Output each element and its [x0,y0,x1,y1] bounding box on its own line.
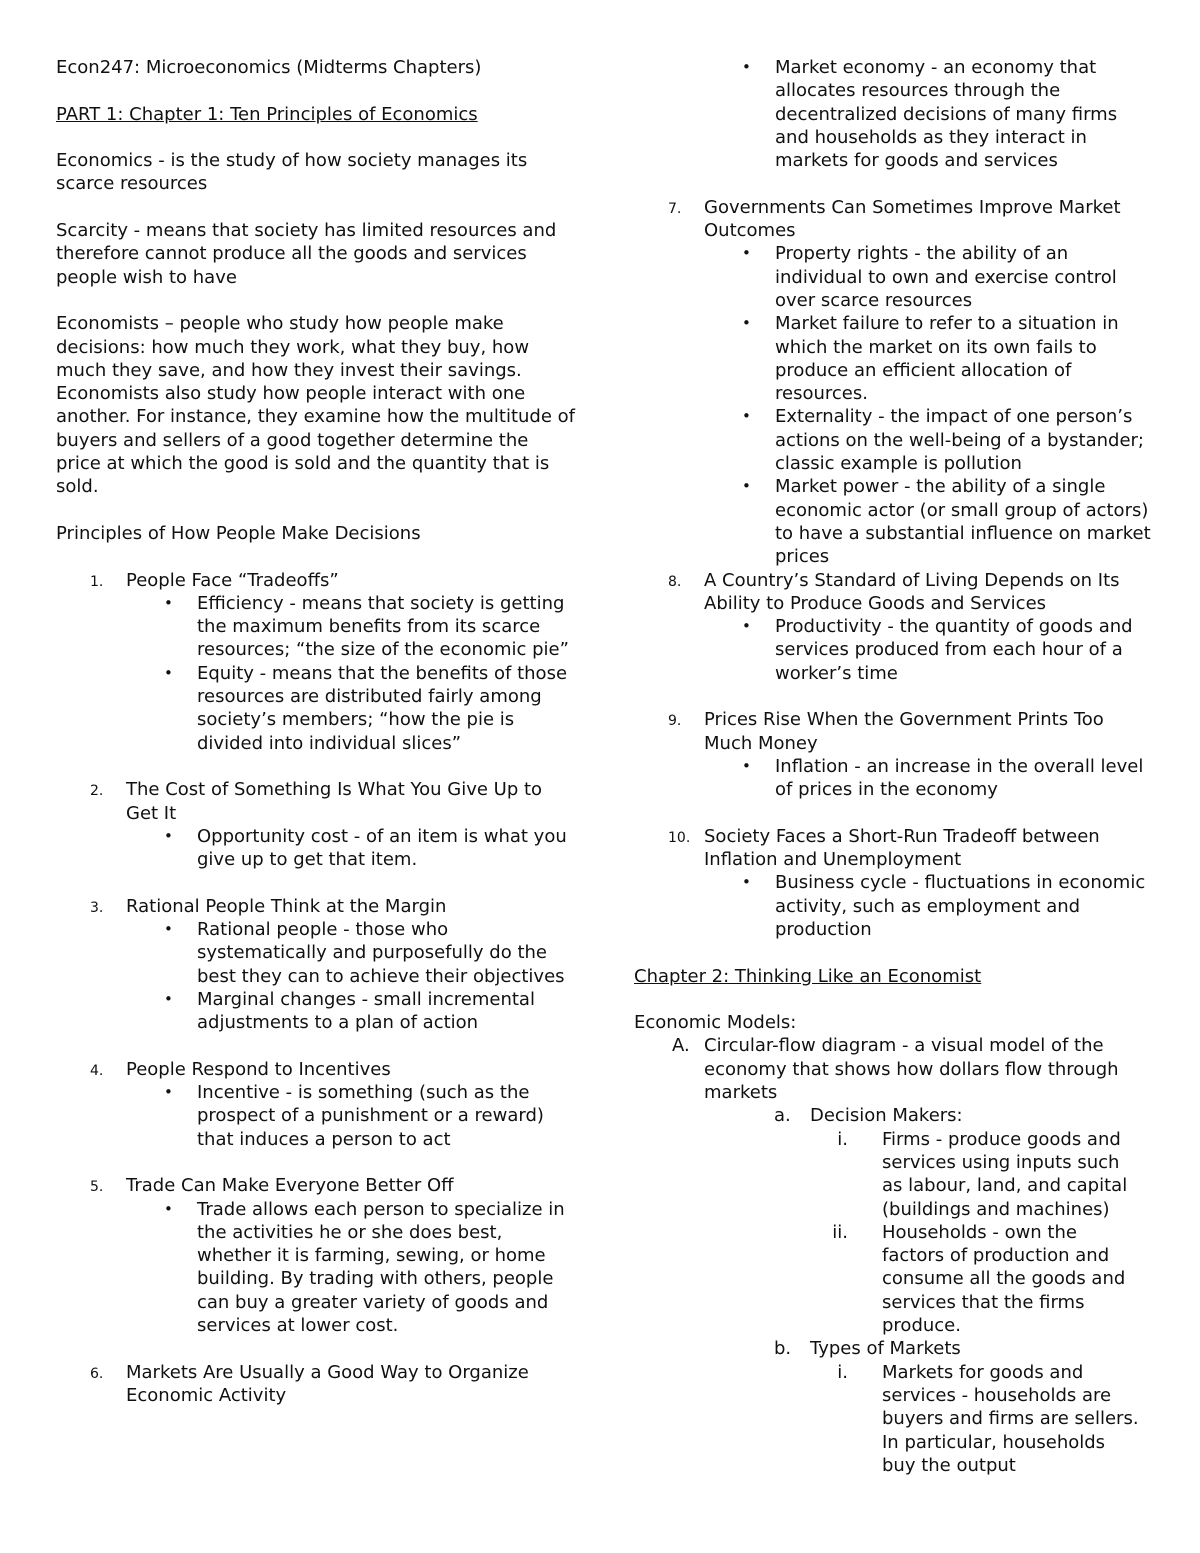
principle-item [56,1058,576,1151]
bullet-item [634,56,1154,172]
economic-models-heading: Economic Models: [634,1012,797,1034]
bullet-item [56,1081,576,1151]
principle-title: A Country’s Standard of Living Depends on Its Ability to Produce Goods and Services [704,569,1120,614]
decision-makers-marker: a. [774,1105,791,1127]
bullet-text: Inflation - an increase in the overall level of prices in the economy [775,755,1144,801]
principle-number: 2. [90,783,104,800]
bullet-text: Market power - the ability of a single economic actor (or small group of actors) to have a substantial influence on market prices [775,476,1151,568]
principle-number: 9. [668,713,682,730]
principles-list-right [634,56,1154,941]
part1-heading: PART 1: Chapter 1: Ten Principles of Economics [56,103,478,125]
principle-title: Markets Are Usually a Good Way to Organize Economic Activity [126,1361,529,1406]
principle-title: Rational People Think at the Margin [126,895,447,917]
bullet-marker: • [164,1199,173,1218]
principle-item [634,825,1154,941]
bullet-marker: • [164,1083,173,1102]
model-item [634,1034,1154,1104]
roman-item [634,1361,1142,1477]
bullet-item [56,1198,576,1338]
principle-item [634,196,1154,569]
principle-number: 3. [90,899,104,916]
principle-item [56,778,576,871]
principle-title: Governments Can Sometimes Improve Market Outcomes [704,196,1121,242]
bullet-marker: • [742,477,751,496]
bullet-marker: • [742,617,751,636]
model-marker: A. [672,1035,690,1057]
model-text: Circular-flow diagram - a visual model of the economy that shows how dollars flow through markets [704,1035,1119,1104]
bullet-marker: • [164,826,173,845]
principle-number: 5. [90,1179,104,1196]
bullet-text: Productivity - the quantity of goods and services produced from each hour of a worker’s time [775,616,1133,684]
bullet-marker: • [164,919,173,938]
roman-marker: ii. [832,1221,848,1243]
principle-item [56,895,576,1035]
principle-title: Society Faces a Short-Run Tradeoff between Inflation and Unemployment [704,825,1100,871]
bullet-marker: • [164,593,173,612]
bullet-item [634,242,1154,312]
types-of-markets-title: Types of Markets [810,1338,961,1360]
bullet-text: Equity - means that the benefits of those resources are distributed fairly among society’s members; “how the pie is divided into individual slices” [197,662,568,754]
roman-item [634,1128,1142,1221]
bullet-text: Property rights - the ability of an individual to own and exercise control over scarce resources [775,243,1117,311]
left-column [56,56,576,1407]
goods-markets-definition: Markets for goods and services - households are buyers and firms are sellers. In particular, households buy the output [882,1361,1139,1476]
bullet-marker: • [742,756,751,775]
bullet-text: Opportunity cost - of an item is what you give up to get that item. [197,825,567,871]
document-title: Econ247: Microeconomics (Midterms Chapters) [56,57,482,78]
bullet-text: Incentive - is something (such as the prospect of a punishment or a reward) that induces a person to act [197,1082,544,1150]
definition-scarcity: Scarcity - means that society has limited resources and therefore cannot produce all the goods and services people wish to have [56,220,557,288]
bullet-marker: • [164,663,173,682]
principle-title: The Cost of Something Is What You Give Up to Get It [126,779,543,824]
principle-item [56,569,576,755]
types-of-markets-item [634,1337,1154,1360]
bullet-item [56,988,576,1035]
bullet-marker: • [742,58,751,76]
right-column [634,56,1154,1477]
decision-makers-title: Decision Makers: [810,1105,963,1127]
types-of-markets-marker: b. [774,1338,792,1360]
bullet-text: Market economy - an economy that allocates resources through the decentralized decisions of many firms and households as they interact in markets for goods and services [775,57,1118,172]
bullet-marker: • [742,873,751,892]
principles-heading: Principles of How People Make Decisions [56,522,421,544]
principle-item [634,569,1154,685]
bullet-item [634,405,1154,475]
principle-number: 8. [668,573,682,590]
households-definition: Households - own the factors of production and consume all the goods and services that the firms produce. [882,1221,1126,1337]
bullet-item [56,662,576,755]
principle-number: 10. [668,829,691,846]
bullet-item [634,475,1154,568]
principle-number: 1. [90,573,104,590]
roman-marker: i. [837,1128,848,1150]
principle-item [634,708,1154,801]
principle-title: Prices Rise When the Government Prints Too Much Money [704,709,1104,754]
principle-item [56,1174,576,1337]
bullet-item [56,825,576,872]
roman-item [634,1221,1142,1337]
principle-title: People Face “Tradeoffs” [126,569,339,591]
bullet-item [634,755,1154,802]
decision-makers-item [634,1104,1154,1127]
principle-number: 6. [90,1365,104,1382]
bullet-item [56,918,576,988]
principle-title: People Respond to Incentives [126,1058,391,1080]
principle-title: Trade Can Make Everyone Better Off [126,1175,454,1197]
bullet-text: Marginal changes - small incremental adjustments to a plan of action [197,988,535,1034]
bullet-marker: • [742,314,751,333]
bullet-text: Business cycle - fluctuations in economic activity, such as employment and production [775,872,1146,940]
bullet-item [56,592,576,662]
bullet-text: Rational people - those who systematically and purposefully do the best they can to achieve their objectives [197,918,565,987]
roman-marker: i. [837,1361,848,1383]
principle-item [56,1361,576,1408]
definition-economists: Economists – people who study how people make decisions: how much they work, what they buy, how much they save, and how they invest their savings. Economists also study how people interact with one another. For instance, they examine how the multitude of buyers and sellers of a good together determine the price at which the good is sold and the quantity that is sold. [56,313,575,498]
bullet-marker: • [742,244,751,263]
bullet-item [634,615,1154,685]
bullet-text: Externality - the impact of one person’s actions on the well-being of a bystander; classic example is pollution [775,406,1144,475]
principle-number: 7. [668,200,682,217]
bullet-item [634,871,1154,941]
principles-list-left [56,569,576,1408]
bullet-text: Trade allows each person to specialize in the activities he or she does best, whether it is farming, sewing, or home building. By trading with others, people can buy a greater variety of goods and services at lower cost. [197,1198,565,1337]
chapter2-heading: Chapter 2: Thinking Like an Economist [634,965,982,987]
principle-number: 4. [90,1062,104,1079]
bullet-marker: • [742,407,751,426]
definition-economics: Economics - is the study of how society manages its scarce resources [56,150,528,195]
bullet-text: Efficiency - means that society is getting the maximum benefits from its scarce resources; “the size of the economic pie” [197,592,569,661]
bullet-text: Market failure to refer to a situation in which the market on its own fails to produce an efficient allocation of resources. [775,313,1119,405]
bullet-item [634,312,1154,405]
firms-definition: Firms - produce goods and services using inputs such as labour, land, and capital (buildings and machines) [882,1128,1128,1220]
bullet-marker: • [164,989,173,1008]
